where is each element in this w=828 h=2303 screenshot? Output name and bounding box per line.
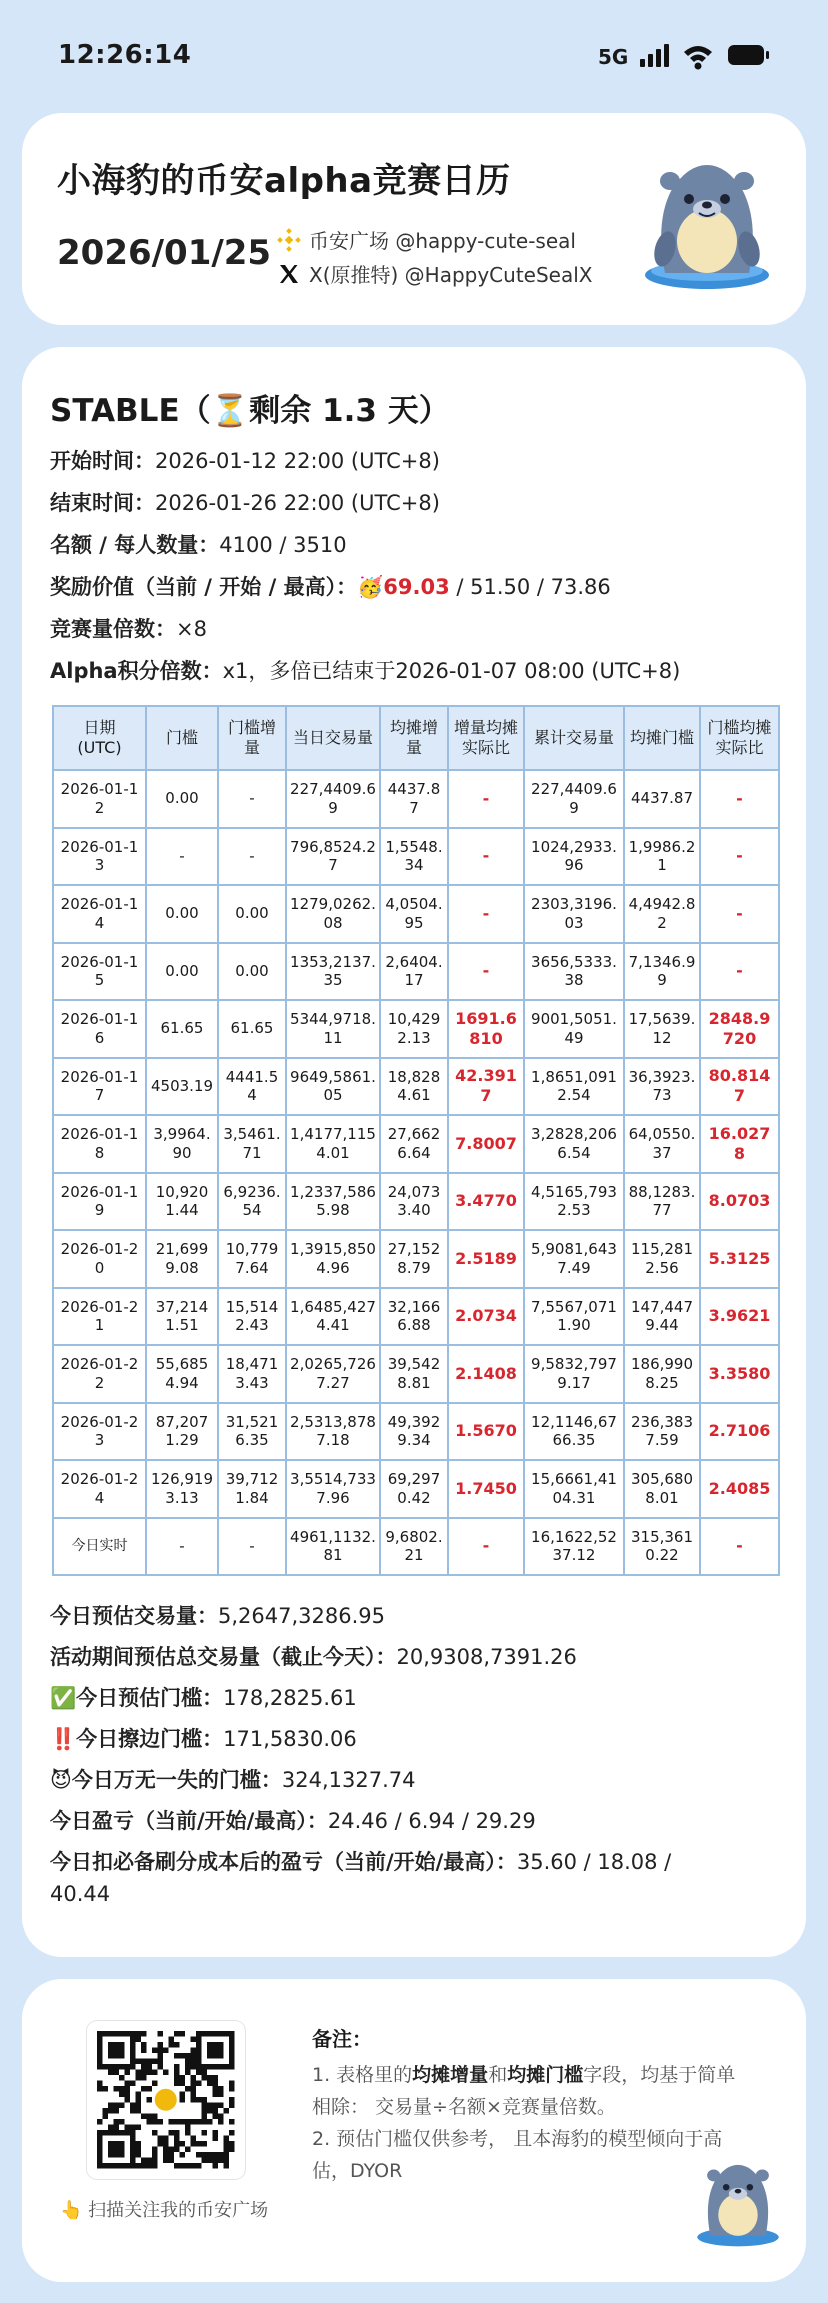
est-threshold-label: 今日预估门槛：: [76, 1686, 224, 1710]
table-cell: 2.7106: [700, 1403, 779, 1461]
note-1-formula: 相除： 交易量÷名额×竞赛量倍数。: [312, 2096, 616, 2118]
qr-code-image: [87, 2021, 245, 2179]
table-cell: 1279,0262.08: [286, 885, 380, 943]
square-handle: 币安广场 @happy-cute-seal: [309, 229, 576, 253]
table-cell: 15,6661,4104.31: [524, 1460, 624, 1518]
table-row: [53, 943, 779, 1001]
competition-title: STABLE（⏳剩余 1.3 天）: [50, 393, 450, 429]
table-cell: 1,4177,1154.01: [286, 1115, 380, 1173]
table-cell: 3,2828,2066.54: [524, 1115, 624, 1173]
table-cell: 0.00: [218, 943, 286, 1001]
table-cell: 2848.9720: [700, 1000, 779, 1058]
table-cell: 3,5514,7337.96: [286, 1460, 380, 1518]
x-link[interactable]: [277, 259, 593, 288]
table-cell: 1353,2137.35: [286, 943, 380, 1001]
table-cell: 2,5313,8787.18: [286, 1403, 380, 1461]
table-cell: 2026-01-12: [53, 770, 146, 828]
pnl-line: [50, 1805, 536, 1835]
table-cell: 49,3929.34: [380, 1403, 448, 1461]
note-1-rest: 字段，均基于简单: [583, 2064, 736, 2086]
table-cell: 1024,2933.96: [524, 828, 624, 886]
table-cell: -: [700, 828, 779, 886]
table-cell: 2026-01-20: [53, 1230, 146, 1288]
party-face-icon: 🥳: [357, 575, 384, 599]
table-body: [53, 770, 779, 1575]
table-cell: 10,4292.13: [380, 1000, 448, 1058]
wifi-icon: [684, 46, 712, 70]
table-cell: 1.7450: [448, 1460, 524, 1518]
table-row: [53, 1000, 779, 1058]
status-icons: [640, 42, 780, 72]
table-cell: 7.8007: [448, 1115, 524, 1173]
table-header-cell: 增量均摊实际比: [448, 706, 524, 770]
table-cell: 7,1346.99: [624, 943, 700, 1001]
table-row: [53, 1230, 779, 1288]
table-cell: 55,6854.94: [146, 1345, 218, 1403]
edge-threshold-value: 171,5830.06: [223, 1727, 357, 1751]
table-cell: 16.0278: [700, 1115, 779, 1173]
table-cell: 1,3915,8504.96: [286, 1230, 380, 1288]
pnl-label: 今日盈亏（当前/开始/最高）：: [50, 1809, 328, 1833]
qr-caption: 👆 扫描关注我的币安广场: [60, 2200, 269, 2221]
table-header-cell: 门槛均摊实际比: [700, 706, 779, 770]
table-cell: 796,8524.27: [286, 828, 380, 886]
table-cell: 9,6802.21: [380, 1518, 448, 1576]
table-cell: -: [448, 943, 524, 1001]
header-card: [22, 113, 806, 325]
alpha-multiplier-line: [50, 655, 680, 685]
table-row: [53, 1518, 779, 1576]
table-cell: -: [448, 770, 524, 828]
safe-threshold-line: [50, 1764, 416, 1794]
table-cell: 5,9081,6437.49: [524, 1230, 624, 1288]
safe-threshold-label: 今日万无一失的门槛：: [71, 1768, 282, 1792]
table-cell: 9001,5051.49: [524, 1000, 624, 1058]
table-cell: 227,4409.69: [524, 770, 624, 828]
reward-label: 奖励价值（当前 / 开始 / 最高）：: [50, 575, 358, 599]
table-cell: 10,7797.64: [218, 1230, 286, 1288]
table-cell: 1,6485,4274.41: [286, 1288, 380, 1346]
est-volume-line: [50, 1600, 385, 1630]
table-cell: -: [146, 828, 218, 886]
pnl-after-cost-value-end: 40.44: [50, 1882, 111, 1906]
table-cell: 1691.6810: [448, 1000, 524, 1058]
note-1: [312, 2059, 792, 2123]
table-cell: 32,1666.88: [380, 1288, 448, 1346]
note-1-and: 和: [488, 2064, 508, 2086]
table-cell: 0.00: [218, 885, 286, 943]
table-cell: 115,2812.56: [624, 1230, 700, 1288]
table-cell: 0.00: [146, 943, 218, 1001]
table-cell: -: [146, 1518, 218, 1576]
table-cell: 4437.87: [380, 770, 448, 828]
table-cell: -: [700, 885, 779, 943]
table-cell: 4,5165,7932.53: [524, 1173, 624, 1231]
table-cell: 2303,3196.03: [524, 885, 624, 943]
table-cell: 1,5548.34: [380, 828, 448, 886]
table-cell: 12,1146,6766.35: [524, 1403, 624, 1461]
table-cell: 9649,5861.05: [286, 1058, 380, 1116]
table-cell: 4,0504.95: [380, 885, 448, 943]
table-cell: 1.5670: [448, 1403, 524, 1461]
note-2-line-2: 估，DYOR: [312, 2160, 403, 2182]
table-cell: 21,6999.08: [146, 1230, 218, 1288]
start-time-line: [50, 445, 440, 475]
note-title: 备注：: [312, 2027, 372, 2051]
signal-icon: [640, 44, 669, 67]
table-cell: 0.00: [146, 885, 218, 943]
quota-label: 名额 / 每人数量：: [50, 533, 220, 557]
note-1-term-a: 均摊增量: [412, 2064, 489, 2086]
table-row: [53, 885, 779, 943]
alpha-value: x1，多倍已结束于2026-01-07 08:00 (UTC+8): [222, 659, 681, 683]
table-cell: 2026-01-24: [53, 1460, 146, 1518]
est-threshold-line: [50, 1682, 357, 1712]
table-cell: 8.0703: [700, 1173, 779, 1231]
table-cell: 37,2141.51: [146, 1288, 218, 1346]
est-threshold-value: 178,2825.61: [223, 1686, 357, 1710]
table-cell: 87,2071.29: [146, 1403, 218, 1461]
table-cell: 27,1528.79: [380, 1230, 448, 1288]
table-cell: 2026-01-16: [53, 1000, 146, 1058]
table-cell: 61.65: [146, 1000, 218, 1058]
table-row: [53, 1058, 779, 1116]
table-cell: 4437.87: [624, 770, 700, 828]
reward-line: [50, 571, 611, 601]
table-cell: 3,9964.90: [146, 1115, 218, 1173]
table-cell: 3656,5333.38: [524, 943, 624, 1001]
data-table: [52, 705, 780, 1576]
binance-icon: [277, 228, 301, 252]
note-2-line-1: 2. 预估门槛仅供参考， 且本海豹的模型倾向于高: [312, 2128, 723, 2150]
table-row: [53, 1460, 779, 1518]
table-cell: 2.1408: [448, 1345, 524, 1403]
table-cell: 2,0265,7267.27: [286, 1345, 380, 1403]
table-row: [53, 770, 779, 828]
alpha-label: Alpha积分倍数：: [50, 659, 223, 683]
x-handle: X(原推特) @HappyCuteSealX: [309, 263, 593, 287]
table-cell: 2.4085: [700, 1460, 779, 1518]
mult-value: ×8: [176, 617, 207, 641]
end-value: 2026-01-26 22:00 (UTC+8): [155, 491, 440, 515]
table-cell: 0.00: [146, 770, 218, 828]
multiplier-line: [50, 613, 207, 643]
table-cell: 3,5461.71: [218, 1115, 286, 1173]
reward-rest: / 51.50 / 73.86: [449, 575, 611, 599]
mult-label: 竞赛量倍数：: [50, 617, 176, 641]
table-cell: 4503.19: [146, 1058, 218, 1116]
devil-face-icon: 😈: [50, 1768, 72, 1792]
table-cell: 2.0734: [448, 1288, 524, 1346]
status-time: 12:26:14: [58, 40, 192, 70]
table-cell: 227,4409.69: [286, 770, 380, 828]
header-date: 2026/01/25: [57, 233, 272, 273]
table-cell: 39,7121.84: [218, 1460, 286, 1518]
network-label: 5G: [598, 45, 629, 69]
table-row: [53, 1288, 779, 1346]
table-header-cell: 累计交易量: [524, 706, 624, 770]
table-cell: 88,1283.77: [624, 1173, 700, 1231]
table-cell: 16,1622,5237.12: [524, 1518, 624, 1576]
table-header-cell: 当日交易量: [286, 706, 380, 770]
total-volume-value: 20,9308,7391.26: [396, 1645, 577, 1669]
table-cell: 3.9621: [700, 1288, 779, 1346]
pnl-after-cost-line-2: [50, 1882, 110, 1906]
start-value: 2026-01-12 22:00 (UTC+8): [155, 449, 440, 473]
edge-threshold-label: 今日擦边门槛：: [76, 1727, 224, 1751]
table-header-cell: 均摊增量: [380, 706, 448, 770]
table-cell: 2.5189: [448, 1230, 524, 1288]
qr-code[interactable]: [87, 2021, 245, 2179]
check-mark-icon: ✅: [50, 1686, 77, 1710]
table-cell: 9,5832,7979.17: [524, 1345, 624, 1403]
note-1-part: 1. 表格里的: [312, 2064, 413, 2086]
table-cell: 3.3580: [700, 1345, 779, 1403]
battery-icon: [728, 45, 769, 65]
edge-threshold-line: [50, 1723, 357, 1753]
seal-mascot-small: [692, 2157, 784, 2249]
table-cell: 2026-01-22: [53, 1345, 146, 1403]
binance-square-link[interactable]: [277, 225, 576, 254]
table-cell: 5.3125: [700, 1230, 779, 1288]
table-cell: 315,3610.22: [624, 1518, 700, 1576]
table-cell: 186,9908.25: [624, 1345, 700, 1403]
est-volume-label: 今日预估交易量：: [50, 1604, 218, 1628]
table-cell: 10,9201.44: [146, 1173, 218, 1231]
table-row: [53, 1115, 779, 1173]
total-volume-label: 活动期间预估总交易量（截止今天）：: [50, 1645, 397, 1669]
table-cell: 2026-01-14: [53, 885, 146, 943]
table-row: [53, 1173, 779, 1231]
table-cell: 64,0550.37: [624, 1115, 700, 1173]
table-cell: 69,2970.42: [380, 1460, 448, 1518]
safe-threshold-value: 324,1327.74: [281, 1768, 416, 1792]
table-cell: -: [448, 885, 524, 943]
table-cell: -: [700, 770, 779, 828]
table-row: [53, 828, 779, 886]
table-cell: 今日实时: [53, 1518, 146, 1576]
table-cell: 80.8147: [700, 1058, 779, 1116]
x-logo-icon: [277, 262, 301, 286]
table-header-cell: 门槛增量: [218, 706, 286, 770]
pnl-after-cost-label: 今日扣必备刷分成本后的盈亏（当前/开始/最高）：: [50, 1850, 517, 1874]
table-cell: 305,6808.01: [624, 1460, 700, 1518]
page-title: 小海豹的币安alpha竞赛日历: [57, 161, 511, 201]
competition-card: [22, 347, 806, 1957]
table-cell: 3.4770: [448, 1173, 524, 1231]
table-cell: 42.3917: [448, 1058, 524, 1116]
table-cell: 18,8284.61: [380, 1058, 448, 1116]
table-cell: 15,5142.43: [218, 1288, 286, 1346]
table-row: [53, 1345, 779, 1403]
table-cell: 2026-01-21: [53, 1288, 146, 1346]
table-cell: -: [218, 828, 286, 886]
table-header-row: [53, 706, 779, 770]
table-header-cell: 均摊门槛: [624, 706, 700, 770]
table-cell: 6,9236.54: [218, 1173, 286, 1231]
table-cell: 2026-01-23: [53, 1403, 146, 1461]
quota-value: 4100 / 3510: [219, 533, 347, 557]
table-cell: 39,5428.81: [380, 1345, 448, 1403]
table-cell: 1,8651,0912.54: [524, 1058, 624, 1116]
pnl-after-cost-line: [50, 1846, 671, 1876]
est-volume-value: 5,2647,3286.95: [218, 1604, 385, 1628]
seal-mascot: [637, 153, 777, 293]
table-cell: 61.65: [218, 1000, 286, 1058]
table-cell: 5344,9718.11: [286, 1000, 380, 1058]
table-cell: 36,3923.73: [624, 1058, 700, 1116]
table-cell: 1,9986.21: [624, 828, 700, 886]
pnl-after-cost-value: 35.60 / 18.08 /: [516, 1850, 672, 1874]
start-label: 开始时间：: [50, 449, 155, 473]
table-cell: 2,6404.17: [380, 943, 448, 1001]
table-cell: 31,5216.35: [218, 1403, 286, 1461]
double-exclamation-icon: ‼️: [50, 1727, 77, 1751]
end-label: 结束时间：: [50, 491, 155, 515]
pnl-value: 24.46 / 6.94 / 29.29: [327, 1809, 536, 1833]
table-cell: 4961,1132.81: [286, 1518, 380, 1576]
table-header-cell: 日期 (UTC): [53, 706, 146, 770]
note-1-term-b: 均摊门槛: [507, 2064, 584, 2086]
table-cell: 2026-01-19: [53, 1173, 146, 1231]
table-cell: 2026-01-15: [53, 943, 146, 1001]
table-cell: 18,4713.43: [218, 1345, 286, 1403]
table-cell: -: [700, 943, 779, 1001]
table-cell: 4,4942.82: [624, 885, 700, 943]
table-row: [53, 1403, 779, 1461]
table-cell: 4441.54: [218, 1058, 286, 1116]
table-cell: 2026-01-13: [53, 828, 146, 886]
table-cell: 27,6626.64: [380, 1115, 448, 1173]
table-cell: 2026-01-18: [53, 1115, 146, 1173]
status-bar: [0, 0, 828, 110]
table-cell: 2026-01-17: [53, 1058, 146, 1116]
table-cell: 147,4479.44: [624, 1288, 700, 1346]
table-cell: 7,5567,0711.90: [524, 1288, 624, 1346]
table-header-cell: 门槛: [146, 706, 218, 770]
table-cell: 126,9193.13: [146, 1460, 218, 1518]
table-cell: -: [700, 1518, 779, 1576]
table-cell: 17,5639.12: [624, 1000, 700, 1058]
table-cell: 236,3837.59: [624, 1403, 700, 1461]
table-cell: 1,2337,5865.98: [286, 1173, 380, 1231]
table-cell: 24,0733.40: [380, 1173, 448, 1231]
table-cell: -: [448, 828, 524, 886]
table-cell: -: [448, 1518, 524, 1576]
total-volume-line: [50, 1641, 577, 1671]
reward-current: 69.03: [383, 575, 450, 599]
table-cell: -: [218, 770, 286, 828]
quota-line: [50, 529, 347, 559]
end-time-line: [50, 487, 440, 517]
table-cell: -: [218, 1518, 286, 1576]
footer-card: [22, 1979, 806, 2282]
